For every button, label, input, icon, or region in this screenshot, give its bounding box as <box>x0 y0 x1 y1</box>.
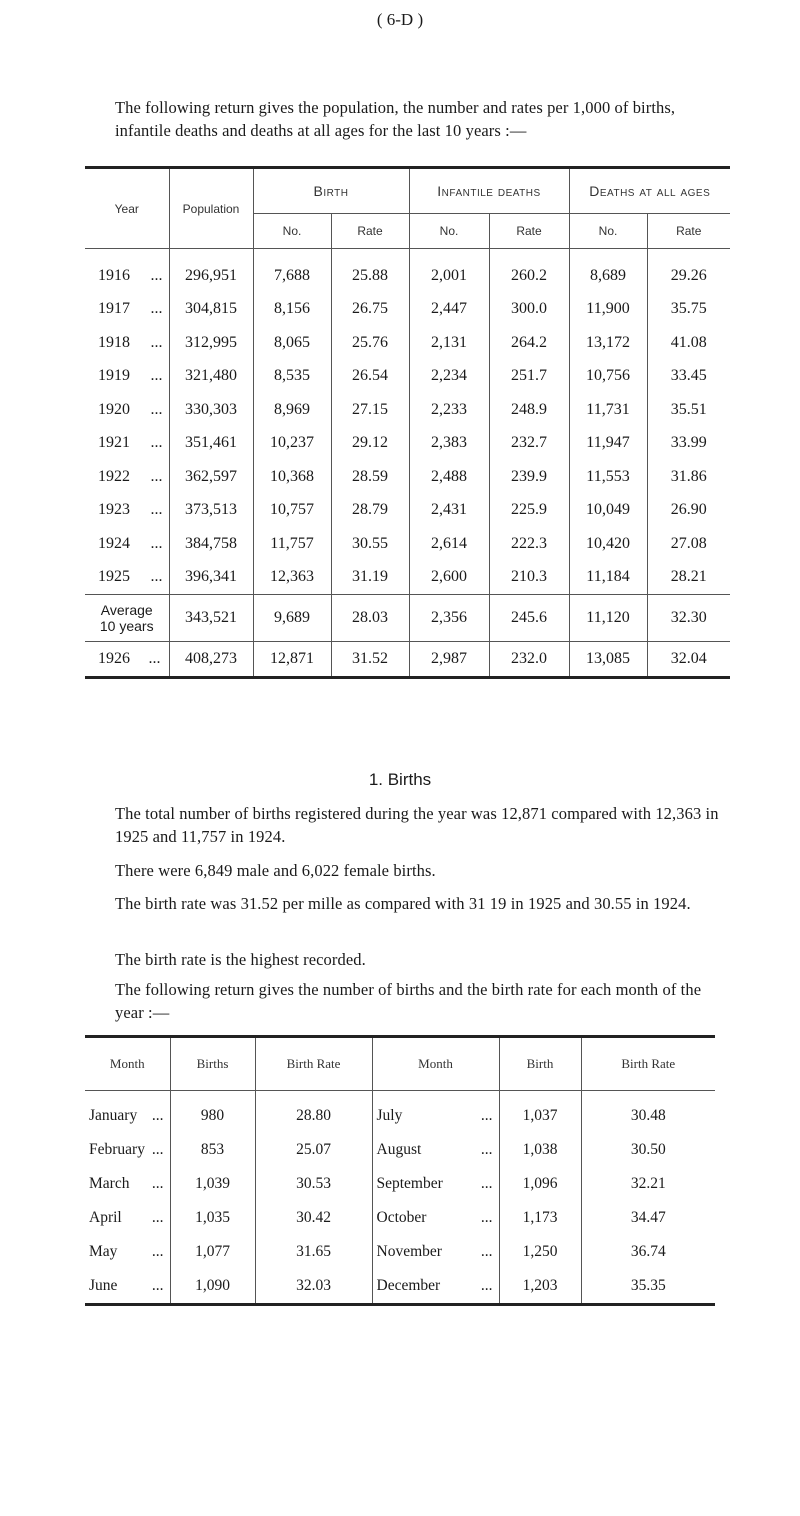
year-value: 1917 <box>98 300 130 318</box>
year-value: 1920 <box>98 400 130 418</box>
year-value: 1923 <box>98 501 130 519</box>
page-number: ( 6-D ) <box>376 10 424 29</box>
year-cell <box>85 393 169 427</box>
year-leader: ... <box>150 501 163 519</box>
current-year-cell <box>85 642 169 678</box>
month-name-2: September <box>376 1175 443 1192</box>
year-cell <box>85 427 169 461</box>
monthly-births-table <box>85 1035 715 1306</box>
year-value: 1921 <box>98 434 130 452</box>
death-no-cell: 11,553 <box>569 460 647 494</box>
year-row <box>85 494 730 528</box>
inf-rate-cell: 251.7 <box>489 360 569 394</box>
month-leader-2: ... <box>480 1141 493 1158</box>
month-name-cell <box>85 1133 170 1167</box>
inf-no-cell: 2,233 <box>409 393 489 427</box>
month-births: 1,077 <box>170 1235 255 1269</box>
births-paragraph-2: There were 6,849 male and 6,022 female births. <box>115 861 436 880</box>
death-rate-cell: 35.75 <box>647 293 730 327</box>
month-name-cell <box>85 1091 170 1134</box>
month-row <box>85 1091 715 1134</box>
population-table-body <box>85 249 730 678</box>
birth-no-cell: 10,757 <box>253 494 331 528</box>
year-cell <box>85 360 169 394</box>
month-leader-2: ... <box>480 1243 493 1260</box>
section-heading: 1. Births <box>368 770 432 789</box>
death-no-cell: 10,756 <box>569 360 647 394</box>
average-inf-no: 2,356 <box>409 595 489 642</box>
month-births-2: 1,037 <box>499 1091 581 1134</box>
birth-rate-cell: 28.79 <box>331 494 409 528</box>
population-cell: 351,461 <box>169 427 253 461</box>
inf-no-cell: 2,383 <box>409 427 489 461</box>
month-name-2: October <box>376 1209 427 1226</box>
header-death-rate: Rate <box>647 214 730 249</box>
inf-rate-cell: 248.9 <box>489 393 569 427</box>
current-birth-no: 12,871 <box>253 642 331 678</box>
inf-rate-cell: 239.9 <box>489 460 569 494</box>
year-leader: ... <box>150 434 163 452</box>
year-row <box>85 561 730 595</box>
month-births: 980 <box>170 1091 255 1134</box>
birth-no-cell: 8,065 <box>253 326 331 360</box>
month-leader: ... <box>151 1175 164 1192</box>
inf-rate-cell: 222.3 <box>489 527 569 561</box>
month-name-cell-2 <box>372 1235 499 1269</box>
birth-no-cell: 7,688 <box>253 249 331 293</box>
month-name-2: November <box>376 1243 442 1260</box>
header-inf-rate: Rate <box>489 214 569 249</box>
birth-no-cell: 8,535 <box>253 360 331 394</box>
month-birth-rate: 31.65 <box>255 1235 372 1269</box>
year-row <box>85 460 730 494</box>
inf-rate-cell: 225.9 <box>489 494 569 528</box>
year-value: 1918 <box>98 333 130 351</box>
month-birth-rate: 30.53 <box>255 1167 372 1201</box>
birth-no-cell: 10,237 <box>253 427 331 461</box>
month-births: 1,090 <box>170 1269 255 1305</box>
birth-no-cell: 11,757 <box>253 527 331 561</box>
intro-paragraph: The following return gives the population, the number and rates per 1,000 of births, infantile deaths and deaths at all ages for the last 10 years :— <box>115 98 676 140</box>
current-death-no: 13,085 <box>569 642 647 678</box>
population-cell: 321,480 <box>169 360 253 394</box>
month-birth-rate-2: 36.74 <box>581 1235 715 1269</box>
average-row <box>85 595 730 642</box>
death-rate-cell: 35.51 <box>647 393 730 427</box>
average-birth-no: 9,689 <box>253 595 331 642</box>
population-cell: 330,303 <box>169 393 253 427</box>
month-header-month-2: Month <box>372 1037 499 1091</box>
average-death-no: 11,120 <box>569 595 647 642</box>
month-name: February <box>89 1141 145 1158</box>
year-value: 1924 <box>98 534 130 552</box>
month-name: May <box>89 1243 118 1260</box>
population-cell: 362,597 <box>169 460 253 494</box>
month-name: January <box>89 1107 138 1124</box>
year-row <box>85 360 730 394</box>
average-label-line2: 10 years <box>99 618 154 634</box>
death-no-cell: 11,184 <box>569 561 647 595</box>
month-births-2: 1,038 <box>499 1133 581 1167</box>
header-year: Year <box>114 201 139 216</box>
average-birth-rate: 28.03 <box>331 595 409 642</box>
month-row <box>85 1167 715 1201</box>
population-table <box>85 166 730 679</box>
birth-rate-cell: 30.55 <box>331 527 409 561</box>
death-rate-cell: 33.45 <box>647 360 730 394</box>
inf-rate-cell: 264.2 <box>489 326 569 360</box>
month-leader-2: ... <box>480 1175 493 1192</box>
month-leader: ... <box>151 1209 164 1226</box>
inf-no-cell: 2,431 <box>409 494 489 528</box>
birth-no-cell: 8,969 <box>253 393 331 427</box>
year-cell <box>85 561 169 595</box>
month-header-births: Births <box>170 1037 255 1091</box>
month-birth-rate-2: 30.48 <box>581 1091 715 1134</box>
birth-rate-cell: 25.88 <box>331 249 409 293</box>
inf-rate-cell: 260.2 <box>489 249 569 293</box>
birth-rate-cell: 29.12 <box>331 427 409 461</box>
population-cell: 384,758 <box>169 527 253 561</box>
month-row <box>85 1235 715 1269</box>
death-rate-cell: 26.90 <box>647 494 730 528</box>
current-year: 1926 <box>98 649 130 667</box>
year-leader: ... <box>150 333 163 351</box>
year-cell <box>85 494 169 528</box>
year-leader: ... <box>150 568 163 586</box>
year-cell <box>85 527 169 561</box>
death-rate-cell: 41.08 <box>647 326 730 360</box>
month-birth-rate: 32.03 <box>255 1269 372 1305</box>
current-inf-no: 2,987 <box>409 642 489 678</box>
birth-rate-cell: 31.19 <box>331 561 409 595</box>
month-birth-rate-2: 35.35 <box>581 1269 715 1305</box>
year-value: 1916 <box>98 266 130 284</box>
month-name-cell <box>85 1167 170 1201</box>
header-death-no: No. <box>569 214 647 249</box>
death-rate-cell: 29.26 <box>647 249 730 293</box>
death-rate-cell: 33.99 <box>647 427 730 461</box>
inf-no-cell: 2,614 <box>409 527 489 561</box>
year-row <box>85 393 730 427</box>
average-death-rate: 32.30 <box>647 595 730 642</box>
death-no-cell: 11,947 <box>569 427 647 461</box>
birth-no-cell: 10,368 <box>253 460 331 494</box>
year-cell <box>85 460 169 494</box>
month-header-births-2: Birth <box>499 1037 581 1091</box>
month-row <box>85 1201 715 1235</box>
month-name-2: December <box>376 1277 441 1294</box>
month-leader-2: ... <box>480 1277 493 1294</box>
month-leader-2: ... <box>480 1209 493 1226</box>
month-name-cell <box>85 1269 170 1305</box>
header-birth-no: No. <box>253 214 331 249</box>
month-births: 1,039 <box>170 1167 255 1201</box>
year-row <box>85 326 730 360</box>
year-leader: ... <box>150 367 163 385</box>
inf-no-cell: 2,600 <box>409 561 489 595</box>
population-cell: 296,951 <box>169 249 253 293</box>
birth-no-cell: 12,363 <box>253 561 331 595</box>
birth-rate-cell: 26.54 <box>331 360 409 394</box>
header-infantile-deaths: Infantile deaths <box>409 168 569 214</box>
month-birth-rate-2: 34.47 <box>581 1201 715 1235</box>
population-cell: 304,815 <box>169 293 253 327</box>
month-header-month: Month <box>85 1037 170 1091</box>
death-no-cell: 11,731 <box>569 393 647 427</box>
year-row <box>85 527 730 561</box>
year-row <box>85 427 730 461</box>
birth-no-cell: 8,156 <box>253 293 331 327</box>
month-name: April <box>89 1209 122 1226</box>
inf-no-cell: 2,488 <box>409 460 489 494</box>
current-inf-rate: 232.0 <box>489 642 569 678</box>
average-population: 343,521 <box>169 595 253 642</box>
month-name-cell <box>85 1201 170 1235</box>
year-cell <box>85 326 169 360</box>
birth-rate-cell: 27.15 <box>331 393 409 427</box>
death-no-cell: 8,689 <box>569 249 647 293</box>
month-leader: ... <box>151 1277 164 1294</box>
death-rate-cell: 31.86 <box>647 460 730 494</box>
births-paragraph-1: The total number of births registered during the year was 12,871 compared with 12,363 in 1925 and 11,757 in 1924. <box>115 804 719 846</box>
inf-no-cell: 2,447 <box>409 293 489 327</box>
header-deaths-all-ages: Deaths at all ages <box>569 168 730 214</box>
year-leader: ... <box>150 300 163 318</box>
inf-no-cell: 2,234 <box>409 360 489 394</box>
birth-rate-cell: 28.59 <box>331 460 409 494</box>
year-leader: ... <box>150 467 163 485</box>
month-births-2: 1,203 <box>499 1269 581 1305</box>
death-rate-cell: 28.21 <box>647 561 730 595</box>
inf-no-cell: 2,001 <box>409 249 489 293</box>
year-value: 1922 <box>98 467 130 485</box>
month-leader: ... <box>151 1141 164 1158</box>
births-paragraph-3: The birth rate was 31.52 per mille as compared with 31 19 in 1925 and 30.55 in 1924. <box>115 894 691 913</box>
year-value: 1925 <box>98 568 130 586</box>
month-leader: ... <box>151 1243 164 1260</box>
year-leader: ... <box>150 266 163 284</box>
death-rate-cell: 27.08 <box>647 527 730 561</box>
month-row <box>85 1269 715 1305</box>
year-row <box>85 249 730 293</box>
month-leader: ... <box>151 1107 164 1124</box>
current-birth-rate: 31.52 <box>331 642 409 678</box>
average-label <box>85 595 169 642</box>
month-births-2: 1,096 <box>499 1167 581 1201</box>
month-births-2: 1,250 <box>499 1235 581 1269</box>
month-name-cell <box>85 1235 170 1269</box>
current-year-row <box>85 642 730 678</box>
average-inf-rate: 245.6 <box>489 595 569 642</box>
year-row <box>85 293 730 327</box>
year-cell <box>85 293 169 327</box>
month-births: 853 <box>170 1133 255 1167</box>
year-leader: ... <box>150 400 163 418</box>
month-births-2: 1,173 <box>499 1201 581 1235</box>
header-birth: Birth <box>253 168 409 214</box>
current-population: 408,273 <box>169 642 253 678</box>
population-cell: 312,995 <box>169 326 253 360</box>
month-name-cell-2 <box>372 1201 499 1235</box>
average-label-line1: Average <box>100 602 153 618</box>
birth-rate-cell: 26.75 <box>331 293 409 327</box>
inf-rate-cell: 210.3 <box>489 561 569 595</box>
month-name-cell-2 <box>372 1133 499 1167</box>
death-no-cell: 11,900 <box>569 293 647 327</box>
year-cell <box>85 249 169 293</box>
month-name-cell-2 <box>372 1167 499 1201</box>
population-cell: 373,513 <box>169 494 253 528</box>
month-birth-rate-2: 32.21 <box>581 1167 715 1201</box>
current-year-leader: ... <box>148 649 161 667</box>
inf-rate-cell: 232.7 <box>489 427 569 461</box>
births-paragraph-4: The birth rate is the highest recorded. <box>115 950 366 969</box>
month-birth-rate: 28.80 <box>255 1091 372 1134</box>
month-leader-2: ... <box>480 1107 493 1124</box>
month-name: June <box>89 1277 118 1294</box>
births-paragraph-5: The following return gives the number of births and the birth rate for each month of the year :— <box>115 980 702 1022</box>
month-name-cell-2 <box>372 1091 499 1134</box>
death-no-cell: 10,420 <box>569 527 647 561</box>
month-name-cell-2 <box>372 1269 499 1305</box>
month-births: 1,035 <box>170 1201 255 1235</box>
birth-rate-cell: 25.76 <box>331 326 409 360</box>
death-no-cell: 10,049 <box>569 494 647 528</box>
month-name-2: July <box>376 1107 403 1124</box>
month-birth-rate: 25.07 <box>255 1133 372 1167</box>
month-birth-rate: 30.42 <box>255 1201 372 1235</box>
population-cell: 396,341 <box>169 561 253 595</box>
year-value: 1919 <box>98 367 130 385</box>
month-name: March <box>89 1175 130 1192</box>
header-birth-rate: Rate <box>331 214 409 249</box>
monthly-births-body <box>85 1091 715 1305</box>
inf-no-cell: 2,131 <box>409 326 489 360</box>
current-death-rate: 32.04 <box>647 642 730 678</box>
header-population: Population <box>169 168 253 249</box>
month-name-2: August <box>376 1141 422 1158</box>
header-inf-no: No. <box>409 214 489 249</box>
month-birth-rate-2: 30.50 <box>581 1133 715 1167</box>
inf-rate-cell: 300.0 <box>489 293 569 327</box>
death-no-cell: 13,172 <box>569 326 647 360</box>
month-header-birth-rate-2: Birth Rate <box>581 1037 715 1091</box>
month-header-birth-rate: Birth Rate <box>255 1037 372 1091</box>
year-leader: ... <box>150 534 163 552</box>
month-row <box>85 1133 715 1167</box>
